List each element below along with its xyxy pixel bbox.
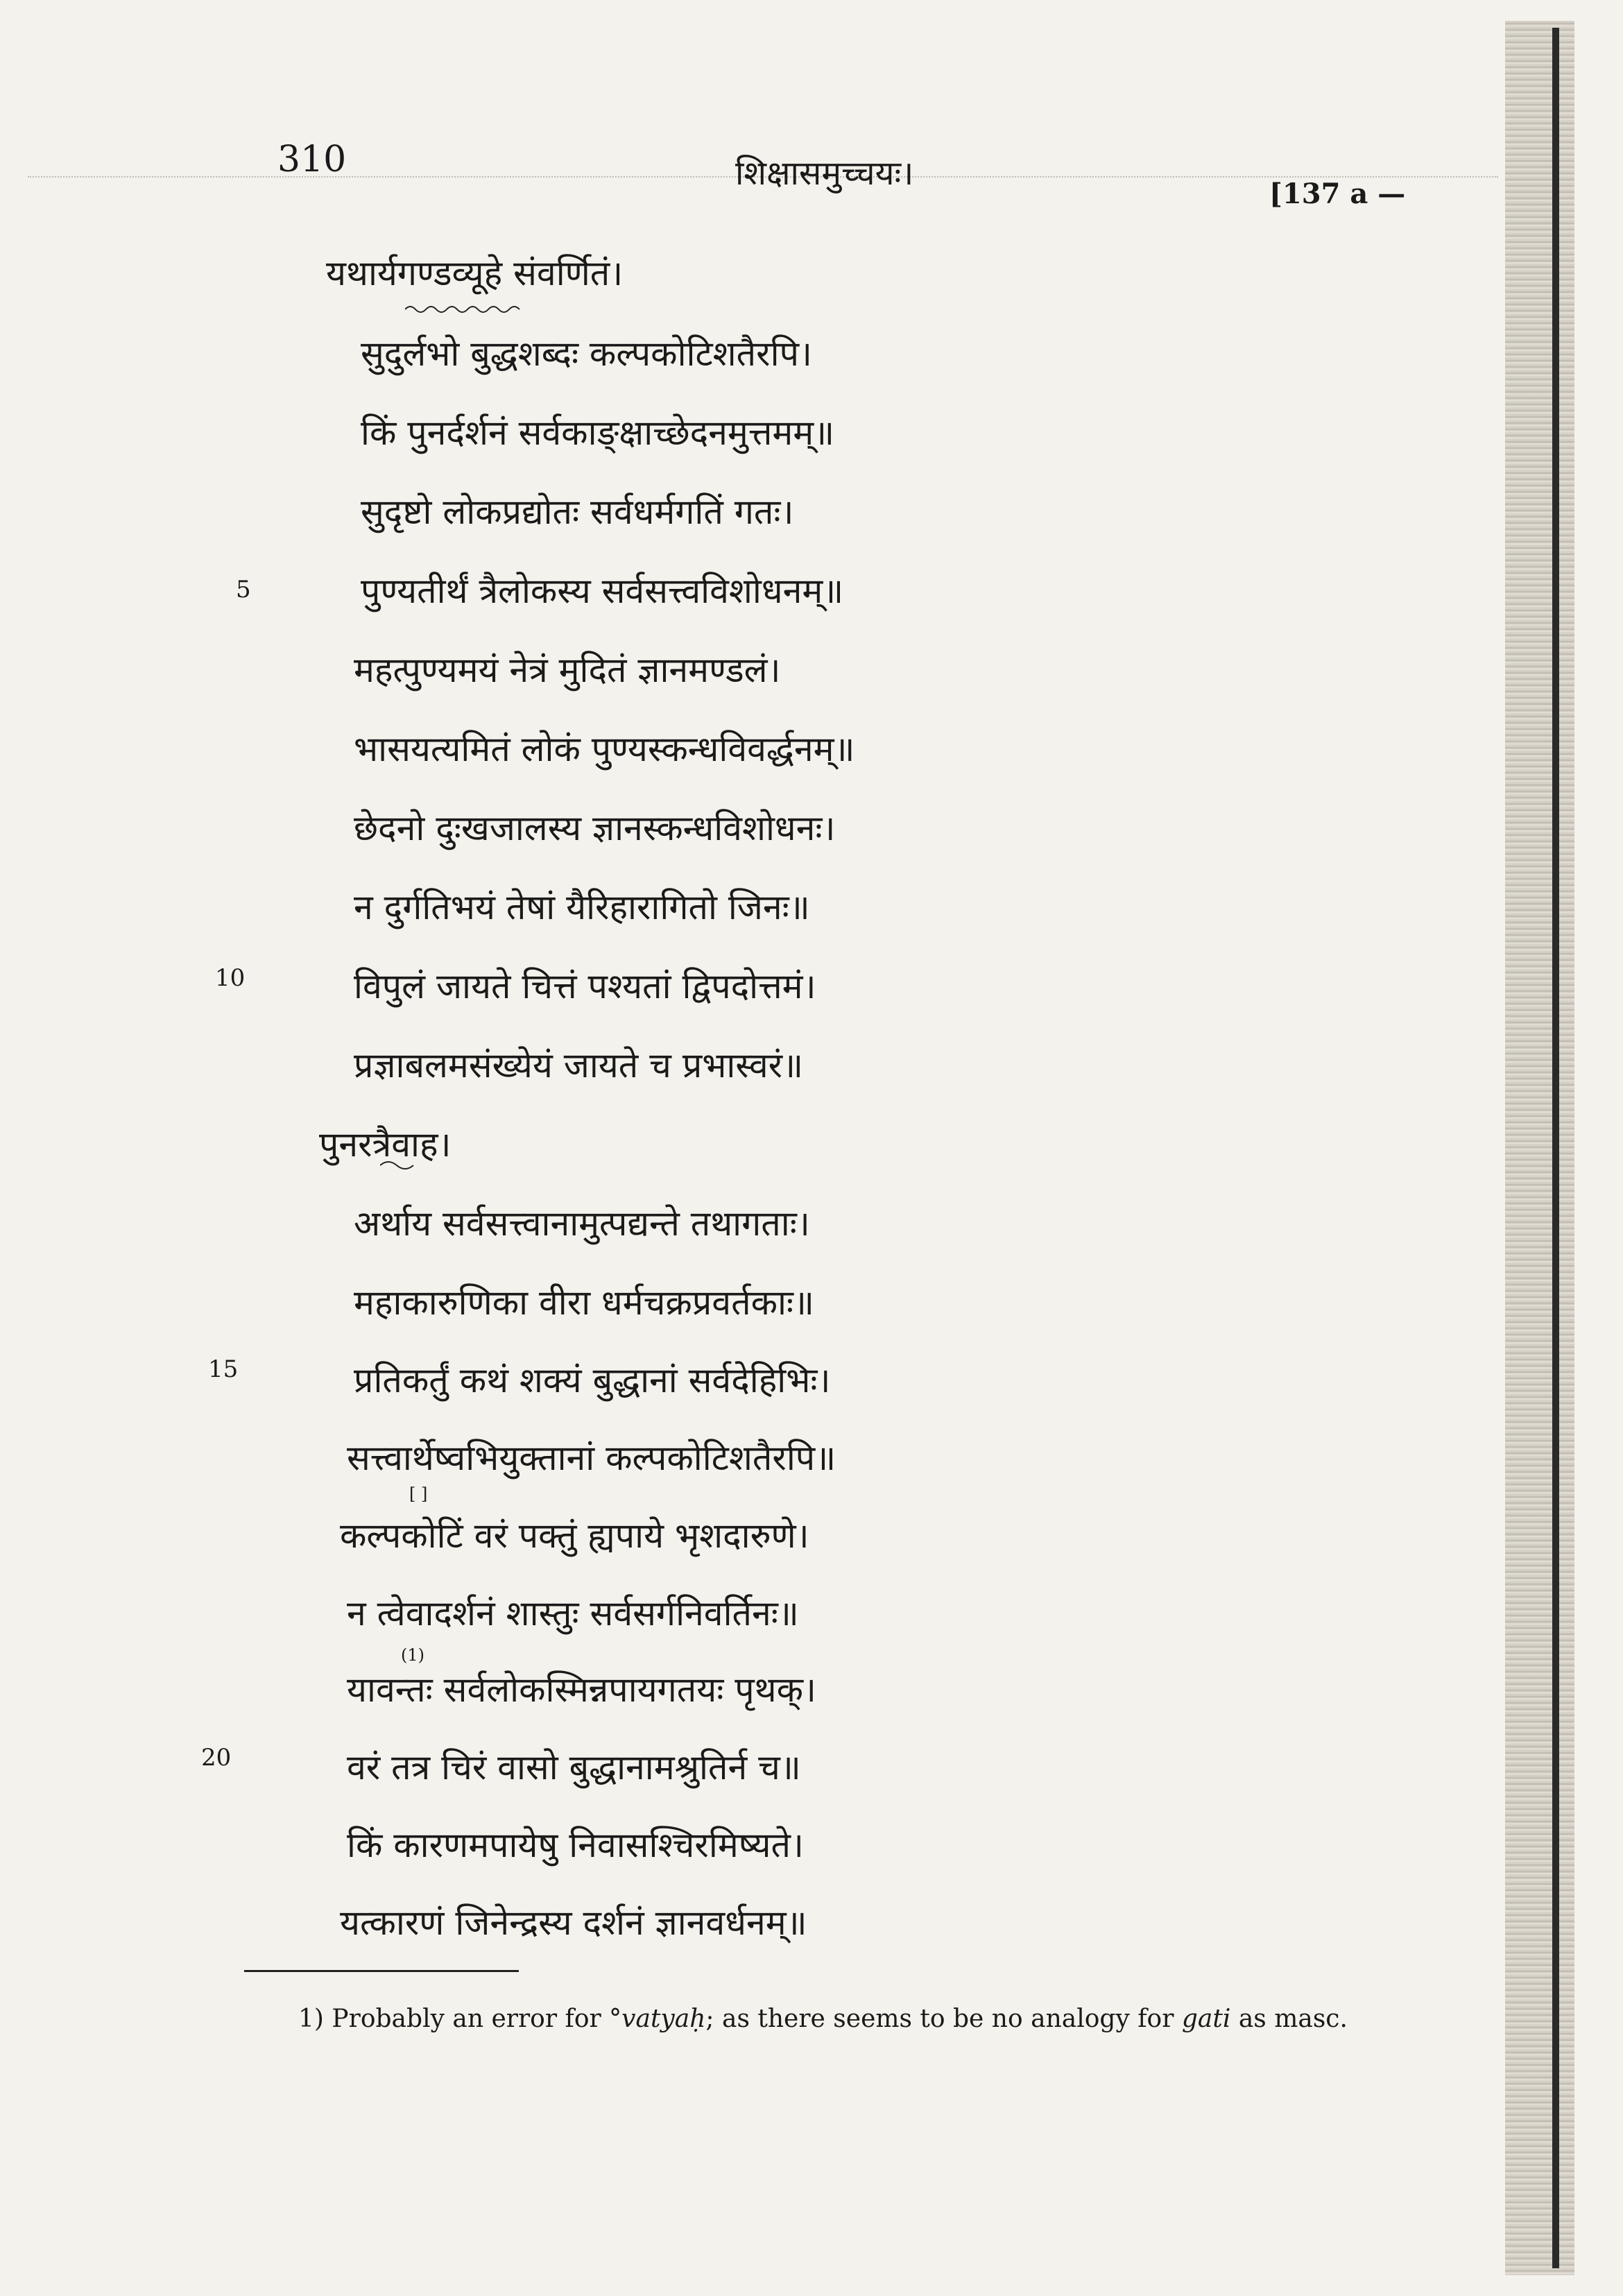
text-line: पुण्यतीर्थं त्रैलोकस्य सर्वसत्त्वविशोधनम्॥ — [361, 571, 844, 611]
footnote-rule — [244, 1970, 519, 1972]
line-number: 10 — [215, 964, 246, 992]
text-line: वरं तत्र चिरं वासो बुद्धानामश्रुतिर्न च॥ — [347, 1747, 801, 1788]
line-number: 20 — [201, 1744, 232, 1772]
running-title: शिक्षासमुच्चयः। — [735, 154, 914, 193]
line-number: 5 — [236, 576, 251, 603]
footnote-italic-term: gati — [1181, 2005, 1231, 2033]
footnote-number: 1) — [298, 2005, 324, 2033]
folio-reference: [137 a — — [1269, 178, 1406, 210]
text-line: सत्त्वार्थेष्वभियुक्तानां कल्पकोटिशतैरपि॥ — [347, 1438, 836, 1478]
binding-gutter — [1505, 21, 1574, 2275]
footnote — [243, 1999, 1380, 2039]
footnote-text: Probably an error for — [332, 2005, 610, 2033]
text-line: प्रतिकर्तुं कथं शक्यं बुद्धानां सर्वदेहिभिः। — [354, 1360, 831, 1400]
text-line: न दुर्गतिभयं तेषां यैरिहारागितो जिनः॥ — [354, 887, 810, 927]
text-line: यथार्यगण्डव्यूहे संवर्णितं। — [326, 253, 624, 293]
text-line: यावन्तः सर्वलोकस्मिन्नपायगतयः पृथक्। — [347, 1670, 816, 1710]
text-line: कल्पकोटिं वरं पक्तुं ह्यपाये भृशदारुणे। — [340, 1516, 809, 1556]
footnote-text: ; as there seems to be no analogy for — [705, 2005, 1182, 2033]
underline-squiggle — [405, 304, 530, 315]
text-line: भासयत्यमितं लोकं पुण्यस्कन्धविवर्द्धनम्॥ — [354, 729, 855, 769]
text-line: छेदनो दुःखजालस्य ज्ञानस्कन्धविशोधनः। — [354, 808, 836, 848]
bracket-mark: [ ] — [409, 1484, 428, 1504]
footnote-italic-term: °vatyaḥ — [609, 2005, 706, 2033]
text-line: महाकारुणिका वीरा धर्मचक्रप्रवर्तकाः॥ — [354, 1283, 814, 1323]
page-number: 310 — [277, 139, 347, 180]
text-line: विपुलं जायते चित्तं पश्यतां द्विपदोत्तमं। — [354, 966, 816, 1006]
text-line: न त्वेवादर्शनं शास्तुः सर्वसर्गनिवर्तिनः॥ — [347, 1593, 799, 1634]
text-line: किं पुनर्दर्शनं सर्वकाङ्क्षाच्छेदनमुत्तमम्॥ — [361, 413, 835, 453]
line-number: 15 — [208, 1355, 239, 1383]
underline-squiggle — [380, 1158, 415, 1170]
footnote-text: as masc. — [1230, 2005, 1348, 2033]
text-line: पुनरत्रैवाह। — [319, 1124, 452, 1165]
binding-edge — [1552, 28, 1559, 2268]
text-line: प्रज्ञाबलमसंख्येयं जायते च प्रभास्वरं॥ — [354, 1045, 804, 1086]
text-line: सुदुर्लभो बुद्धशब्दः कल्पकोटिशतैरपि। — [361, 334, 812, 374]
text-line: यत्कारणं जिनेन्द्रस्य दर्शनं ज्ञानवर्धनम्॥ — [340, 1903, 807, 1943]
footnote-marker: (1) — [401, 1645, 424, 1665]
text-line: अर्थाय सर्वसत्त्वानामुत्पद्यन्ते तथागताः। — [354, 1203, 810, 1244]
text-line: सुदृष्टो लोकप्रद्योतः सर्वधर्मगतिं गतः। — [361, 492, 794, 532]
text-line: किं कारणमपायेषु निवासश्चिरमिष्यते। — [347, 1825, 804, 1865]
text-line: महत्पुण्यमयं नेत्रं मुदितं ज्ञानमण्डलं। — [354, 650, 781, 690]
